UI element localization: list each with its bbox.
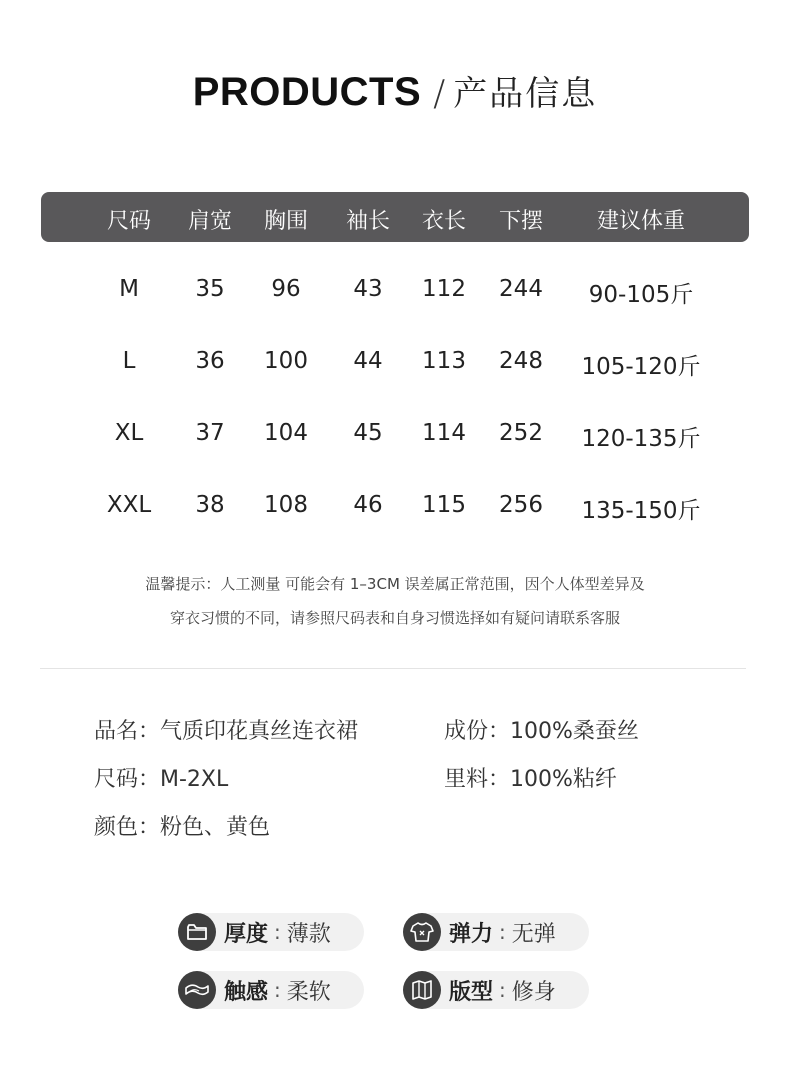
title-chinese: 产品信息 bbox=[453, 74, 598, 114]
product-name: 品名：气质印花真丝连衣裙 bbox=[94, 719, 359, 744]
cell-weight: 135-150斤 bbox=[581, 498, 701, 524]
product-lining: 里料：100%粘纤 bbox=[444, 767, 617, 792]
attribute-value: 柔软 bbox=[286, 979, 331, 1005]
product-size-range: 尺码：M-2XL bbox=[94, 767, 229, 792]
header-size: 尺码 bbox=[106, 209, 152, 234]
cell-length: 113 bbox=[422, 348, 466, 374]
cell-hem: 248 bbox=[499, 348, 543, 374]
cell-length: 114 bbox=[422, 420, 466, 446]
table-row bbox=[41, 492, 749, 532]
cell-shoulder: 37 bbox=[195, 420, 225, 446]
cell-shoulder: 35 bbox=[195, 276, 225, 302]
section-divider bbox=[40, 668, 746, 669]
cell-length: 115 bbox=[422, 492, 466, 518]
header-weight: 建议体重 bbox=[596, 209, 686, 234]
title-separator: / bbox=[433, 73, 446, 114]
size-table bbox=[41, 192, 749, 524]
attribute-separator: : bbox=[274, 978, 281, 1002]
header-length: 衣长 bbox=[421, 209, 467, 234]
cell-length: 112 bbox=[422, 276, 466, 302]
attribute-separator: : bbox=[499, 920, 506, 944]
cell-size: XXL bbox=[106, 492, 152, 518]
attribute-fit bbox=[403, 971, 589, 1009]
fabric-icon bbox=[178, 971, 216, 1009]
tshirt-icon bbox=[403, 913, 441, 951]
attribute-label: 厚度 bbox=[224, 921, 269, 947]
cell-sleeve: 46 bbox=[353, 492, 383, 518]
cell-sleeve: 45 bbox=[353, 420, 383, 446]
product-composition: 成份：100%桑蚕丝 bbox=[444, 719, 639, 744]
measurement-note-line-1: 温馨提示：人工测量 可能会有 1–3CM 误差属正常范围，因个人体型差异及 bbox=[145, 575, 645, 593]
garment-pattern-icon bbox=[403, 971, 441, 1009]
cell-size: XL bbox=[114, 420, 144, 446]
cell-weight: 120-135斤 bbox=[581, 426, 701, 452]
measurement-note-line-2: 穿衣习惯的不同，请参照尺码表和自身习惯选择如有疑问请联系客服 bbox=[169, 609, 620, 627]
cell-sleeve: 44 bbox=[353, 348, 383, 374]
cell-shoulder: 38 bbox=[195, 492, 225, 518]
cell-weight: 90-105斤 bbox=[588, 282, 694, 308]
table-row bbox=[41, 276, 749, 316]
attribute-thickness bbox=[178, 913, 364, 951]
cell-size: M bbox=[119, 276, 139, 302]
header-sleeve: 袖长 bbox=[345, 209, 391, 234]
cell-bust: 104 bbox=[264, 420, 308, 446]
cell-size: L bbox=[122, 348, 136, 374]
cell-hem: 244 bbox=[499, 276, 543, 302]
cell-shoulder: 36 bbox=[195, 348, 225, 374]
attribute-touch bbox=[178, 971, 364, 1009]
cell-hem: 256 bbox=[499, 492, 543, 518]
header-bust: 胸围 bbox=[263, 209, 309, 234]
attribute-value: 无弹 bbox=[511, 921, 556, 947]
table-row bbox=[41, 348, 749, 388]
header-shoulder: 肩宽 bbox=[187, 209, 233, 234]
cell-bust: 96 bbox=[271, 276, 301, 302]
cell-weight: 105-120斤 bbox=[581, 354, 701, 380]
attribute-value: 薄款 bbox=[286, 921, 331, 947]
page-title bbox=[0, 66, 790, 115]
header-hem: 下摆 bbox=[498, 209, 544, 234]
product-color: 颜色：粉色、黄色 bbox=[94, 815, 271, 840]
cell-bust: 108 bbox=[264, 492, 308, 518]
attribute-label: 弹力 bbox=[449, 921, 494, 947]
cell-sleeve: 43 bbox=[353, 276, 383, 302]
cell-hem: 252 bbox=[499, 420, 543, 446]
attribute-separator: : bbox=[274, 920, 281, 944]
table-row bbox=[41, 420, 749, 460]
attribute-value: 修身 bbox=[511, 979, 556, 1005]
attribute-separator: : bbox=[499, 978, 506, 1002]
cell-bust: 100 bbox=[264, 348, 308, 374]
table-header bbox=[41, 192, 749, 242]
attribute-label: 触感 bbox=[224, 979, 269, 1005]
folder-icon bbox=[178, 913, 216, 951]
title-english: PRODUCTS bbox=[192, 70, 422, 114]
attribute-label: 版型 bbox=[449, 979, 494, 1005]
attribute-elasticity bbox=[403, 913, 589, 951]
